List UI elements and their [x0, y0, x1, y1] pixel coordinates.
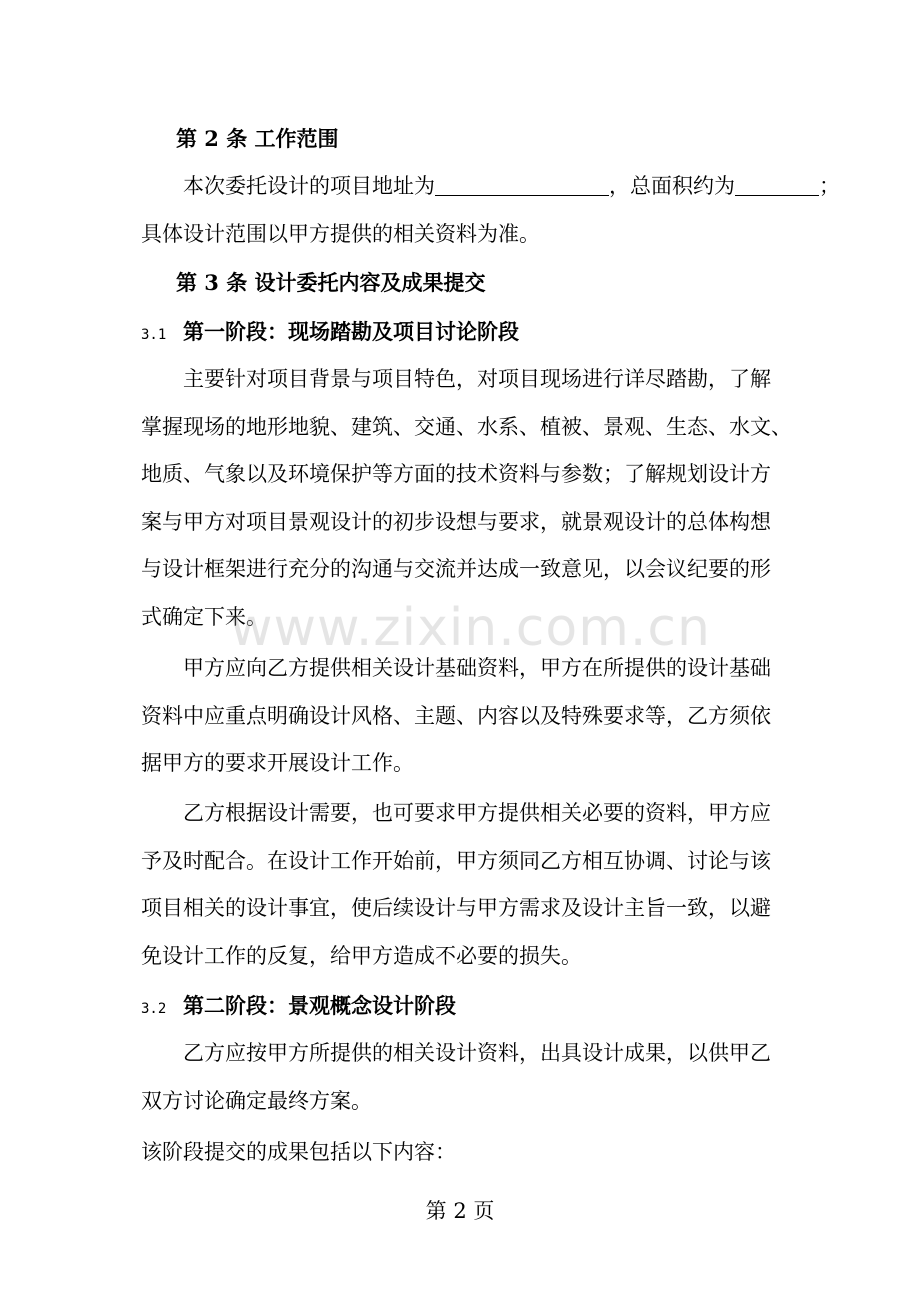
paragraph-line: 乙方应按甲方所提供的相关设计资料，出具设计成果，以供甲乙: [183, 1041, 771, 1065]
paragraph-line: 该阶段提交的成果包括以下内容：: [141, 1140, 456, 1164]
subsection-3-1-title: 第一阶段：现场踏勘及项目讨论阶段: [183, 319, 519, 344]
page-number: 第 2 页: [425, 1199, 495, 1223]
section-2-text-b: ，总面积约为: [609, 174, 735, 198]
paragraph-line: 双方讨论确定最终方案。: [141, 1088, 372, 1113]
subsection-3-2-title: 第二阶段：景观概念设计阶段: [183, 993, 456, 1018]
subsection-3-1-paragraph-2: [141, 645, 791, 788]
subsection-3-1-paragraph-3: [141, 790, 791, 980]
subsection-3-2-number: 3.2: [141, 1001, 167, 1017]
subsection-3-1-number: 3.1: [141, 327, 167, 343]
paragraph-line: 项目相关的设计事宜，使后续设计与甲方需求及设计主旨一致，以避: [141, 896, 771, 920]
section-2-text-d: 具体设计范围以甲方提供的相关资料为准。: [141, 221, 540, 246]
area-blank: [735, 173, 819, 196]
subsection-3-1-paragraph-1: [141, 356, 791, 641]
subsection-3-2-paragraph-2: [141, 1129, 791, 1177]
subsection-3-2-heading: [141, 991, 456, 1024]
paragraph-line: 与设计框架进行充分的沟通与交流并达成一致意见，以会议纪要的形: [141, 557, 771, 581]
paragraph-line: 式确定下来。: [141, 604, 267, 629]
paragraph-line: 主要针对项目背景与项目特色，对项目现场进行详尽踏勘，了解: [183, 367, 771, 391]
paragraph-line: 免设计工作的反复，给甲方造成不必要的损失。: [141, 943, 582, 968]
section-2-text-a: 本次委托设计的项目地址为: [183, 174, 435, 198]
paragraph-line: 据甲方的要求开展设计工作。: [141, 751, 414, 775]
paragraph-line: 资料中应重点明确设计风格、主题、内容以及特殊要求等，乙方须依: [141, 703, 771, 728]
section-3-title: 第 3 条 设计委托内容及成果提交: [176, 270, 486, 295]
paragraph-line: 掌握现场的地形地貌、建筑、交通、水系、植被、景观、生态、水文、: [141, 414, 792, 439]
paragraph-line: 甲方应向乙方提供相关设计基础资料，甲方在所提供的设计基础: [183, 656, 771, 680]
paragraph-line: 案与甲方对项目景观设计的初步设想与要求，就景观设计的总体构想: [141, 509, 771, 534]
paragraph-line: 乙方根据设计需要，也可要求甲方提供相关必要的资料，甲方应: [183, 801, 771, 825]
section-2-text-c: ；: [819, 174, 840, 198]
section-2-paragraph: [141, 163, 840, 258]
paragraph-line: 予及时配合。在设计工作开始前，甲方须同乙方相互协调、讨论与该: [141, 848, 771, 873]
watermark: www.zixin.com.cn: [230, 598, 711, 658]
section-2-title: 第 2 条 工作范围: [176, 126, 339, 151]
subsection-3-2-paragraph-1: [141, 1030, 791, 1125]
subsection-3-1-heading: [141, 317, 519, 350]
paragraph-line: 地质、气象以及环境保护等方面的技术资料与参数；了解规划设计方: [141, 462, 771, 486]
address-blank: [435, 173, 609, 196]
